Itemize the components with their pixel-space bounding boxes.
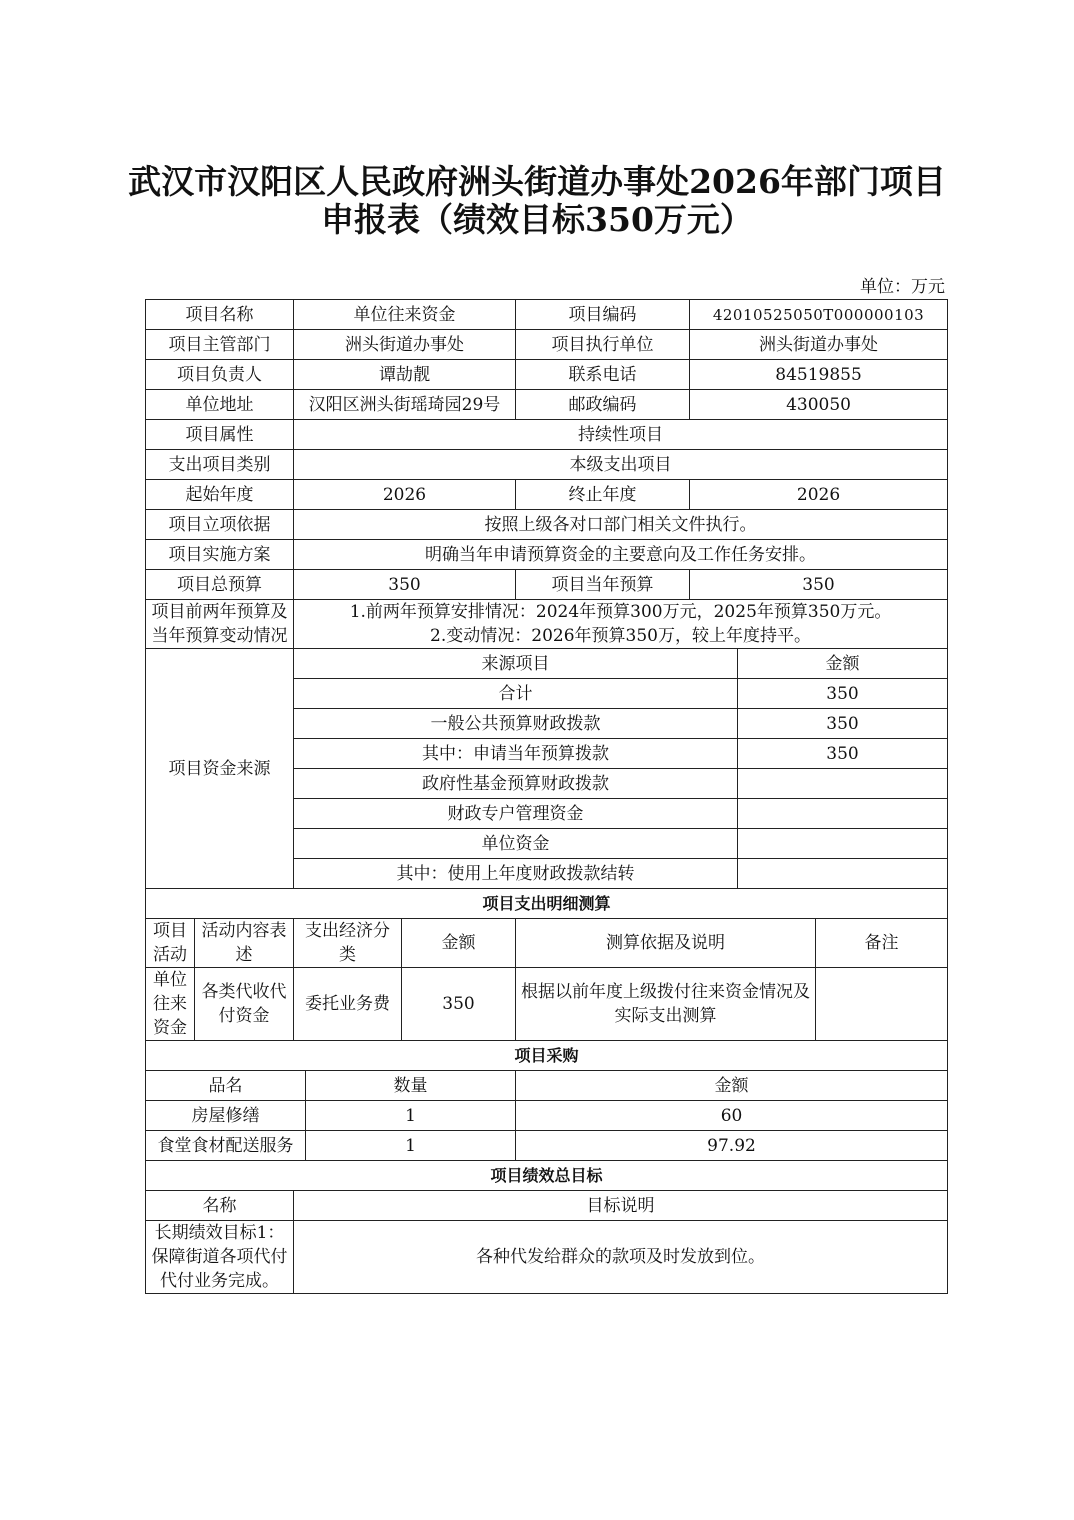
- row-change: [146, 600, 948, 649]
- value-plan: 明确当年申请预算资金的主要意向及工作任务安排。: [294, 540, 948, 570]
- perf-heading-row: [146, 1161, 948, 1191]
- perf-goal-desc: 各种代发给群众的款项及时发放到位。: [294, 1221, 948, 1294]
- row-budget: [146, 570, 948, 600]
- funding-source: 其中：申请当年预算拨款: [294, 739, 738, 769]
- procure-heading: 项目采购: [146, 1041, 948, 1071]
- value-total: 350: [294, 570, 516, 600]
- row-lead: [146, 360, 948, 390]
- funding-source: 单位资金: [294, 829, 738, 859]
- procure-amount: 97.92: [516, 1131, 948, 1161]
- value-end: 2026: [690, 480, 948, 510]
- value-zip: 430050: [690, 390, 948, 420]
- label-zip: 邮政编码: [516, 390, 690, 420]
- label-lead: 项目负责人: [146, 360, 294, 390]
- funding-source: 合计: [294, 679, 738, 709]
- funding-amount: [738, 829, 948, 859]
- funding-col-amount: 金额: [738, 649, 948, 679]
- procure-col-amount: 金额: [516, 1071, 948, 1101]
- detail-amount: 350: [402, 968, 516, 1041]
- funding-source: 其中：使用上年度财政拨款结转: [294, 859, 738, 889]
- change-line-2: 2.变动情况：2026年预算350万，较上年度持平。: [430, 626, 811, 646]
- perf-row: [146, 1221, 948, 1294]
- detail-heading-row: [146, 889, 948, 919]
- detail-col-econ: 支出经济分类: [294, 919, 402, 968]
- row-attr: [146, 420, 948, 450]
- procure-item: 房屋修缮: [146, 1101, 306, 1131]
- label-exec: 项目执行单位: [516, 330, 690, 360]
- procure-qty: 1: [306, 1101, 516, 1131]
- perf-col-desc: 目标说明: [294, 1191, 948, 1221]
- detail-col-activity: 项目活动: [146, 919, 195, 968]
- label-dept: 项目主管部门: [146, 330, 294, 360]
- funding-amount: 350: [738, 709, 948, 739]
- value-code: 42010525050T000000103: [690, 300, 948, 330]
- procure-qty: 1: [306, 1131, 516, 1161]
- detail-row: [146, 968, 948, 1041]
- funding-source: 政府性基金预算财政拨款: [294, 769, 738, 799]
- procure-heading-row: [146, 1041, 948, 1071]
- funding-amount: 350: [738, 679, 948, 709]
- perf-heading: 项目绩效总目标: [146, 1161, 948, 1191]
- detail-note: [816, 968, 948, 1041]
- value-exec: 洲头街道办事处: [690, 330, 948, 360]
- page-title: [0, 163, 1074, 239]
- label-category: 支出项目类别: [146, 450, 294, 480]
- detail-col-content: 活动内容表述: [195, 919, 294, 968]
- funding-source: 财政专户管理资金: [294, 799, 738, 829]
- row-name: [146, 300, 948, 330]
- label-current: 项目当年预算: [516, 570, 690, 600]
- value-attr: 持续性项目: [294, 420, 948, 450]
- value-category: 本级支出项目: [294, 450, 948, 480]
- value-basis: 按照上级各对口部门相关文件执行。: [294, 510, 948, 540]
- row-plan: [146, 540, 948, 570]
- funding-amount: [738, 799, 948, 829]
- label-name: 项目名称: [146, 300, 294, 330]
- value-start: 2026: [294, 480, 516, 510]
- label-addr: 单位地址: [146, 390, 294, 420]
- row-basis: [146, 510, 948, 540]
- row-addr: [146, 390, 948, 420]
- procure-row: [146, 1131, 948, 1161]
- procure-row: [146, 1101, 948, 1131]
- procure-amount: 60: [516, 1101, 948, 1131]
- change-line-1: 1.前两年预算安排情况：2024年预算300万元，2025年预算350万元。: [349, 602, 892, 622]
- detail-heading: 项目支出明细测算: [146, 889, 948, 919]
- value-lead: 谭劼靓: [294, 360, 516, 390]
- label-change: 项目前两年预算及当年预算变动情况: [146, 600, 294, 649]
- procure-col-item: 品名: [146, 1071, 306, 1101]
- project-table: [145, 299, 948, 1294]
- unit-label: 单位：万元: [860, 277, 945, 297]
- perf-goal-name: 长期绩效目标1：保障街道各项代付代付业务完成。: [146, 1221, 294, 1294]
- label-phone: 联系电话: [516, 360, 690, 390]
- row-category: [146, 450, 948, 480]
- funding-amount: 350: [738, 739, 948, 769]
- label-funding: 项目资金来源: [146, 649, 294, 889]
- label-attr: 项目属性: [146, 420, 294, 450]
- perf-header-row: [146, 1191, 948, 1221]
- funding-amount: [738, 859, 948, 889]
- detail-col-note: 备注: [816, 919, 948, 968]
- row-years: [146, 480, 948, 510]
- value-current: 350: [690, 570, 948, 600]
- funding-header-row: [146, 649, 948, 679]
- value-addr: 汉阳区洲头街瑶琦园29号: [294, 390, 516, 420]
- detail-col-amount: 金额: [402, 919, 516, 968]
- detail-col-basis: 测算依据及说明: [516, 919, 816, 968]
- title-line-2: 申报表（绩效目标350万元）: [321, 200, 753, 239]
- detail-header-row: [146, 919, 948, 968]
- value-change: [294, 600, 948, 649]
- procure-col-qty: 数量: [306, 1071, 516, 1101]
- funding-source: 一般公共预算财政拨款: [294, 709, 738, 739]
- label-end: 终止年度: [516, 480, 690, 510]
- funding-col-source: 来源项目: [294, 649, 738, 679]
- procure-item: 食堂食材配送服务: [146, 1131, 306, 1161]
- detail-basis: 根据以前年度上级拨付往来资金情况及实际支出测算: [516, 968, 816, 1041]
- detail-econ: 委托业务费: [294, 968, 402, 1041]
- detail-content: 各类代收代付资金: [195, 968, 294, 1041]
- title-line-1: 武汉市汉阳区人民政府洲头街道办事处2026年部门项目: [128, 162, 946, 201]
- value-phone: 84519855: [690, 360, 948, 390]
- label-total: 项目总预算: [146, 570, 294, 600]
- perf-col-name: 名称: [146, 1191, 294, 1221]
- procure-header-row: [146, 1071, 948, 1101]
- funding-amount: [738, 769, 948, 799]
- label-plan: 项目实施方案: [146, 540, 294, 570]
- value-name: 单位往来资金: [294, 300, 516, 330]
- detail-activity: 单位往来资金: [146, 968, 195, 1041]
- label-code: 项目编码: [516, 300, 690, 330]
- row-dept: [146, 330, 948, 360]
- value-dept: 洲头街道办事处: [294, 330, 516, 360]
- label-basis: 项目立项依据: [146, 510, 294, 540]
- label-start: 起始年度: [146, 480, 294, 510]
